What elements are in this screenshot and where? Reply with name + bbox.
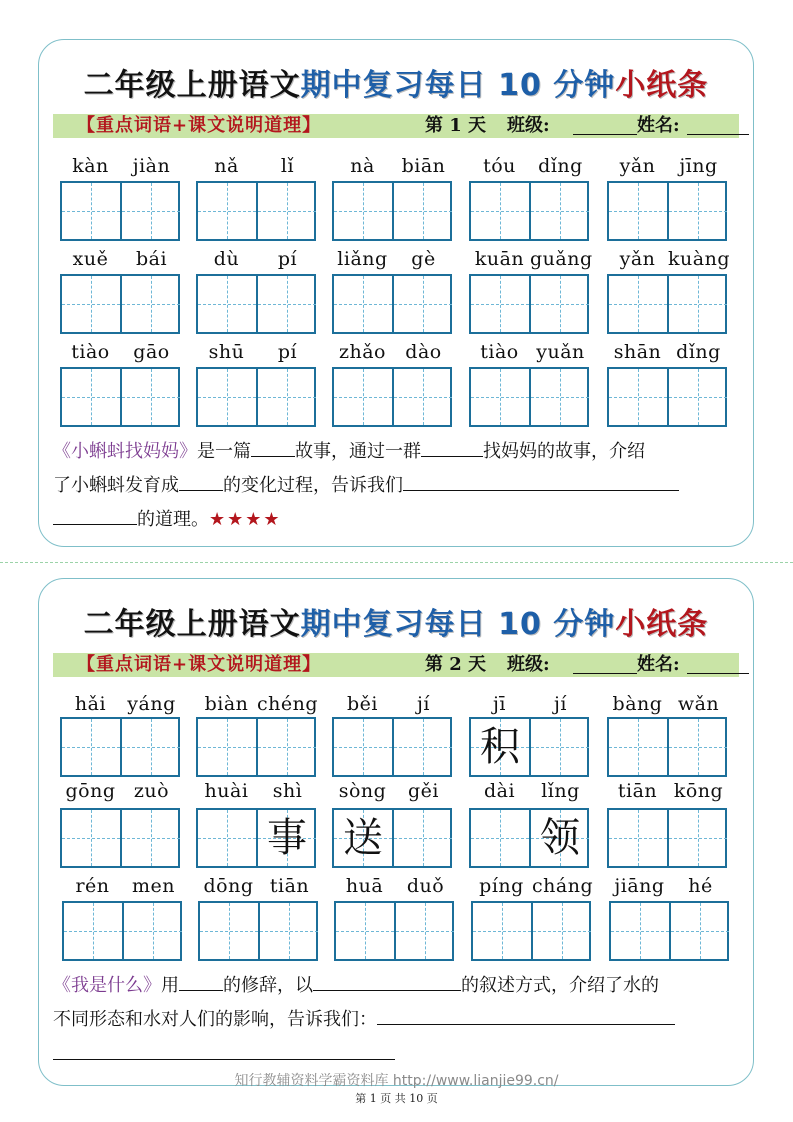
pinyin-label: jiāng hé bbox=[614, 875, 713, 897]
writing-box[interactable] bbox=[196, 808, 316, 868]
name-label: 姓名: bbox=[637, 115, 680, 136]
writing-box[interactable] bbox=[60, 808, 180, 868]
writing-box[interactable] bbox=[471, 901, 591, 961]
paragraph-text: 用 bbox=[161, 975, 179, 996]
writing-box[interactable] bbox=[332, 274, 452, 334]
pinyin-label: bàng wǎn bbox=[612, 693, 720, 715]
writing-box[interactable] bbox=[196, 274, 316, 334]
lesson-name: 《我是什么》 bbox=[53, 975, 161, 996]
blank-field[interactable] bbox=[179, 470, 223, 491]
writing-box[interactable] bbox=[607, 808, 727, 868]
written-character: 事 bbox=[267, 815, 307, 861]
writing-box[interactable] bbox=[469, 274, 589, 334]
class-field[interactable] bbox=[573, 134, 637, 135]
pinyin-label: xuě bái bbox=[72, 248, 168, 270]
fill-in-paragraph bbox=[53, 969, 743, 1037]
pinyin-label: kuān guǎng bbox=[474, 248, 593, 270]
pinyin-label: dōng tiān bbox=[203, 875, 310, 897]
title-part-note: 小纸条 bbox=[615, 68, 709, 103]
writing-box[interactable] bbox=[198, 901, 318, 961]
pinyin-label: dài lǐng bbox=[483, 780, 580, 802]
name-field[interactable] bbox=[687, 673, 749, 674]
name-label: 姓名: bbox=[637, 654, 680, 675]
blank-field[interactable] bbox=[53, 504, 137, 525]
pinyin-label: yǎn kuàng bbox=[619, 248, 730, 270]
difficulty-stars: ★★★★ bbox=[209, 509, 282, 530]
blank-field[interactable] bbox=[179, 970, 223, 991]
pinyin-label: nǎ lǐ bbox=[214, 155, 295, 177]
lesson-name: 《小蝌蚪找妈妈》 bbox=[53, 441, 197, 462]
writing-box[interactable] bbox=[332, 367, 452, 427]
paragraph-text: 的变化过程，告诉我们 bbox=[223, 475, 403, 496]
page-number: 第 1 页 共 10 页 bbox=[355, 1092, 438, 1105]
class-field[interactable] bbox=[573, 673, 637, 674]
paragraph-text: 的道理。 bbox=[137, 509, 209, 530]
review-card-day-2 bbox=[38, 578, 754, 1086]
pinyin-label: gōng zuò bbox=[65, 780, 170, 802]
pinyin-label: kàn jiàn bbox=[72, 155, 171, 177]
writing-box[interactable] bbox=[332, 808, 452, 868]
writing-box[interactable] bbox=[607, 181, 727, 241]
writing-box[interactable] bbox=[469, 717, 589, 777]
writing-box[interactable] bbox=[60, 181, 180, 241]
paragraph-text: 是一篇 bbox=[197, 441, 251, 462]
writing-box[interactable] bbox=[332, 181, 452, 241]
writing-box[interactable] bbox=[332, 717, 452, 777]
writing-box[interactable] bbox=[196, 181, 316, 241]
written-character: 积 bbox=[480, 724, 520, 770]
paragraph-text: 故事，通过一群 bbox=[295, 441, 421, 462]
pinyin-label: huā duǒ bbox=[345, 875, 445, 897]
card-title bbox=[39, 60, 753, 104]
class-label: 班级: bbox=[507, 115, 550, 136]
writing-box[interactable] bbox=[60, 717, 180, 777]
writing-box[interactable] bbox=[609, 901, 729, 961]
pinyin-label: rén men bbox=[75, 875, 175, 897]
writing-box[interactable] bbox=[60, 367, 180, 427]
title-part-grade: 二年级上册语文 bbox=[83, 607, 301, 642]
writing-box[interactable] bbox=[196, 367, 316, 427]
title-part-note: 小纸条 bbox=[615, 607, 709, 642]
writing-box[interactable] bbox=[62, 901, 182, 961]
pinyin-label: tiān kōng bbox=[617, 780, 724, 802]
info-banner bbox=[53, 114, 739, 138]
writing-box[interactable] bbox=[60, 274, 180, 334]
banner-topic: 【重点词语+课文说明道理】 bbox=[77, 654, 322, 675]
card-title bbox=[39, 599, 753, 643]
blank-field[interactable] bbox=[377, 1004, 675, 1025]
paragraph-text: 找妈妈的故事，介绍 bbox=[483, 441, 645, 462]
blank-field[interactable] bbox=[403, 470, 679, 491]
pinyin-label: liǎng gè bbox=[337, 248, 436, 270]
writing-box[interactable] bbox=[469, 808, 589, 868]
pinyin-label: dù pí bbox=[213, 248, 298, 270]
pinyin-label: píng cháng bbox=[479, 875, 594, 897]
paragraph-text: 不同形态和水对人们的影响，告诉我们： bbox=[53, 1009, 377, 1030]
paragraph-text: 的叙述方式，介绍了水的 bbox=[461, 975, 659, 996]
pinyin-label: nà biān bbox=[350, 155, 446, 177]
pinyin-label: tiào gāo bbox=[71, 341, 170, 363]
footer-watermark: 知行教辅资料学霸资料库 http://www.lianjie99.cn/ bbox=[234, 1073, 559, 1089]
pinyin-label: tiào yuǎn bbox=[480, 341, 585, 363]
pinyin-label: hǎi yáng bbox=[74, 693, 176, 715]
writing-box[interactable] bbox=[334, 901, 454, 961]
written-character: 送 bbox=[343, 815, 383, 861]
pinyin-label: yǎn jīng bbox=[619, 155, 718, 177]
pinyin-label: sòng gěi bbox=[338, 780, 439, 802]
title-part-grade: 二年级上册语文 bbox=[83, 68, 301, 103]
pinyin-label: běi jí bbox=[347, 693, 430, 715]
pinyin-label: biàn chéng bbox=[204, 693, 319, 715]
blank-field[interactable] bbox=[313, 970, 461, 991]
writing-box[interactable] bbox=[607, 274, 727, 334]
pinyin-label: huài shì bbox=[204, 780, 303, 802]
banner-topic: 【重点词语+课文说明道理】 bbox=[77, 115, 322, 136]
title-part-review: 期中复习每日 10 分钟 bbox=[300, 607, 616, 642]
name-field[interactable] bbox=[687, 134, 749, 135]
answer-line[interactable] bbox=[53, 1059, 395, 1060]
writing-box[interactable] bbox=[469, 367, 589, 427]
review-card-day-1 bbox=[38, 39, 754, 547]
paragraph-text: 了小蝌蚪发育成 bbox=[53, 475, 179, 496]
banner-day: 第 2 天 bbox=[425, 654, 487, 675]
written-character: 领 bbox=[540, 815, 580, 861]
writing-box[interactable] bbox=[607, 717, 727, 777]
banner-day: 第 1 天 bbox=[425, 115, 487, 136]
fill-in-paragraph bbox=[53, 435, 743, 537]
title-part-review: 期中复习每日 10 分钟 bbox=[300, 68, 616, 103]
paragraph-text: 的修辞，以 bbox=[223, 975, 313, 996]
pinyin-label: shū pí bbox=[208, 341, 298, 363]
cut-line bbox=[0, 562, 793, 563]
pinyin-label: shān dǐng bbox=[613, 341, 721, 363]
class-label: 班级: bbox=[507, 654, 550, 675]
pinyin-label: tóu dǐng bbox=[483, 155, 583, 177]
info-banner bbox=[53, 653, 739, 677]
blank-field[interactable] bbox=[251, 436, 295, 457]
writing-box[interactable] bbox=[469, 181, 589, 241]
pinyin-label: jī jí bbox=[493, 693, 567, 715]
writing-box[interactable] bbox=[196, 717, 316, 777]
pinyin-label: zhǎo dào bbox=[338, 341, 442, 363]
writing-box[interactable] bbox=[607, 367, 727, 427]
blank-field[interactable] bbox=[421, 436, 483, 457]
